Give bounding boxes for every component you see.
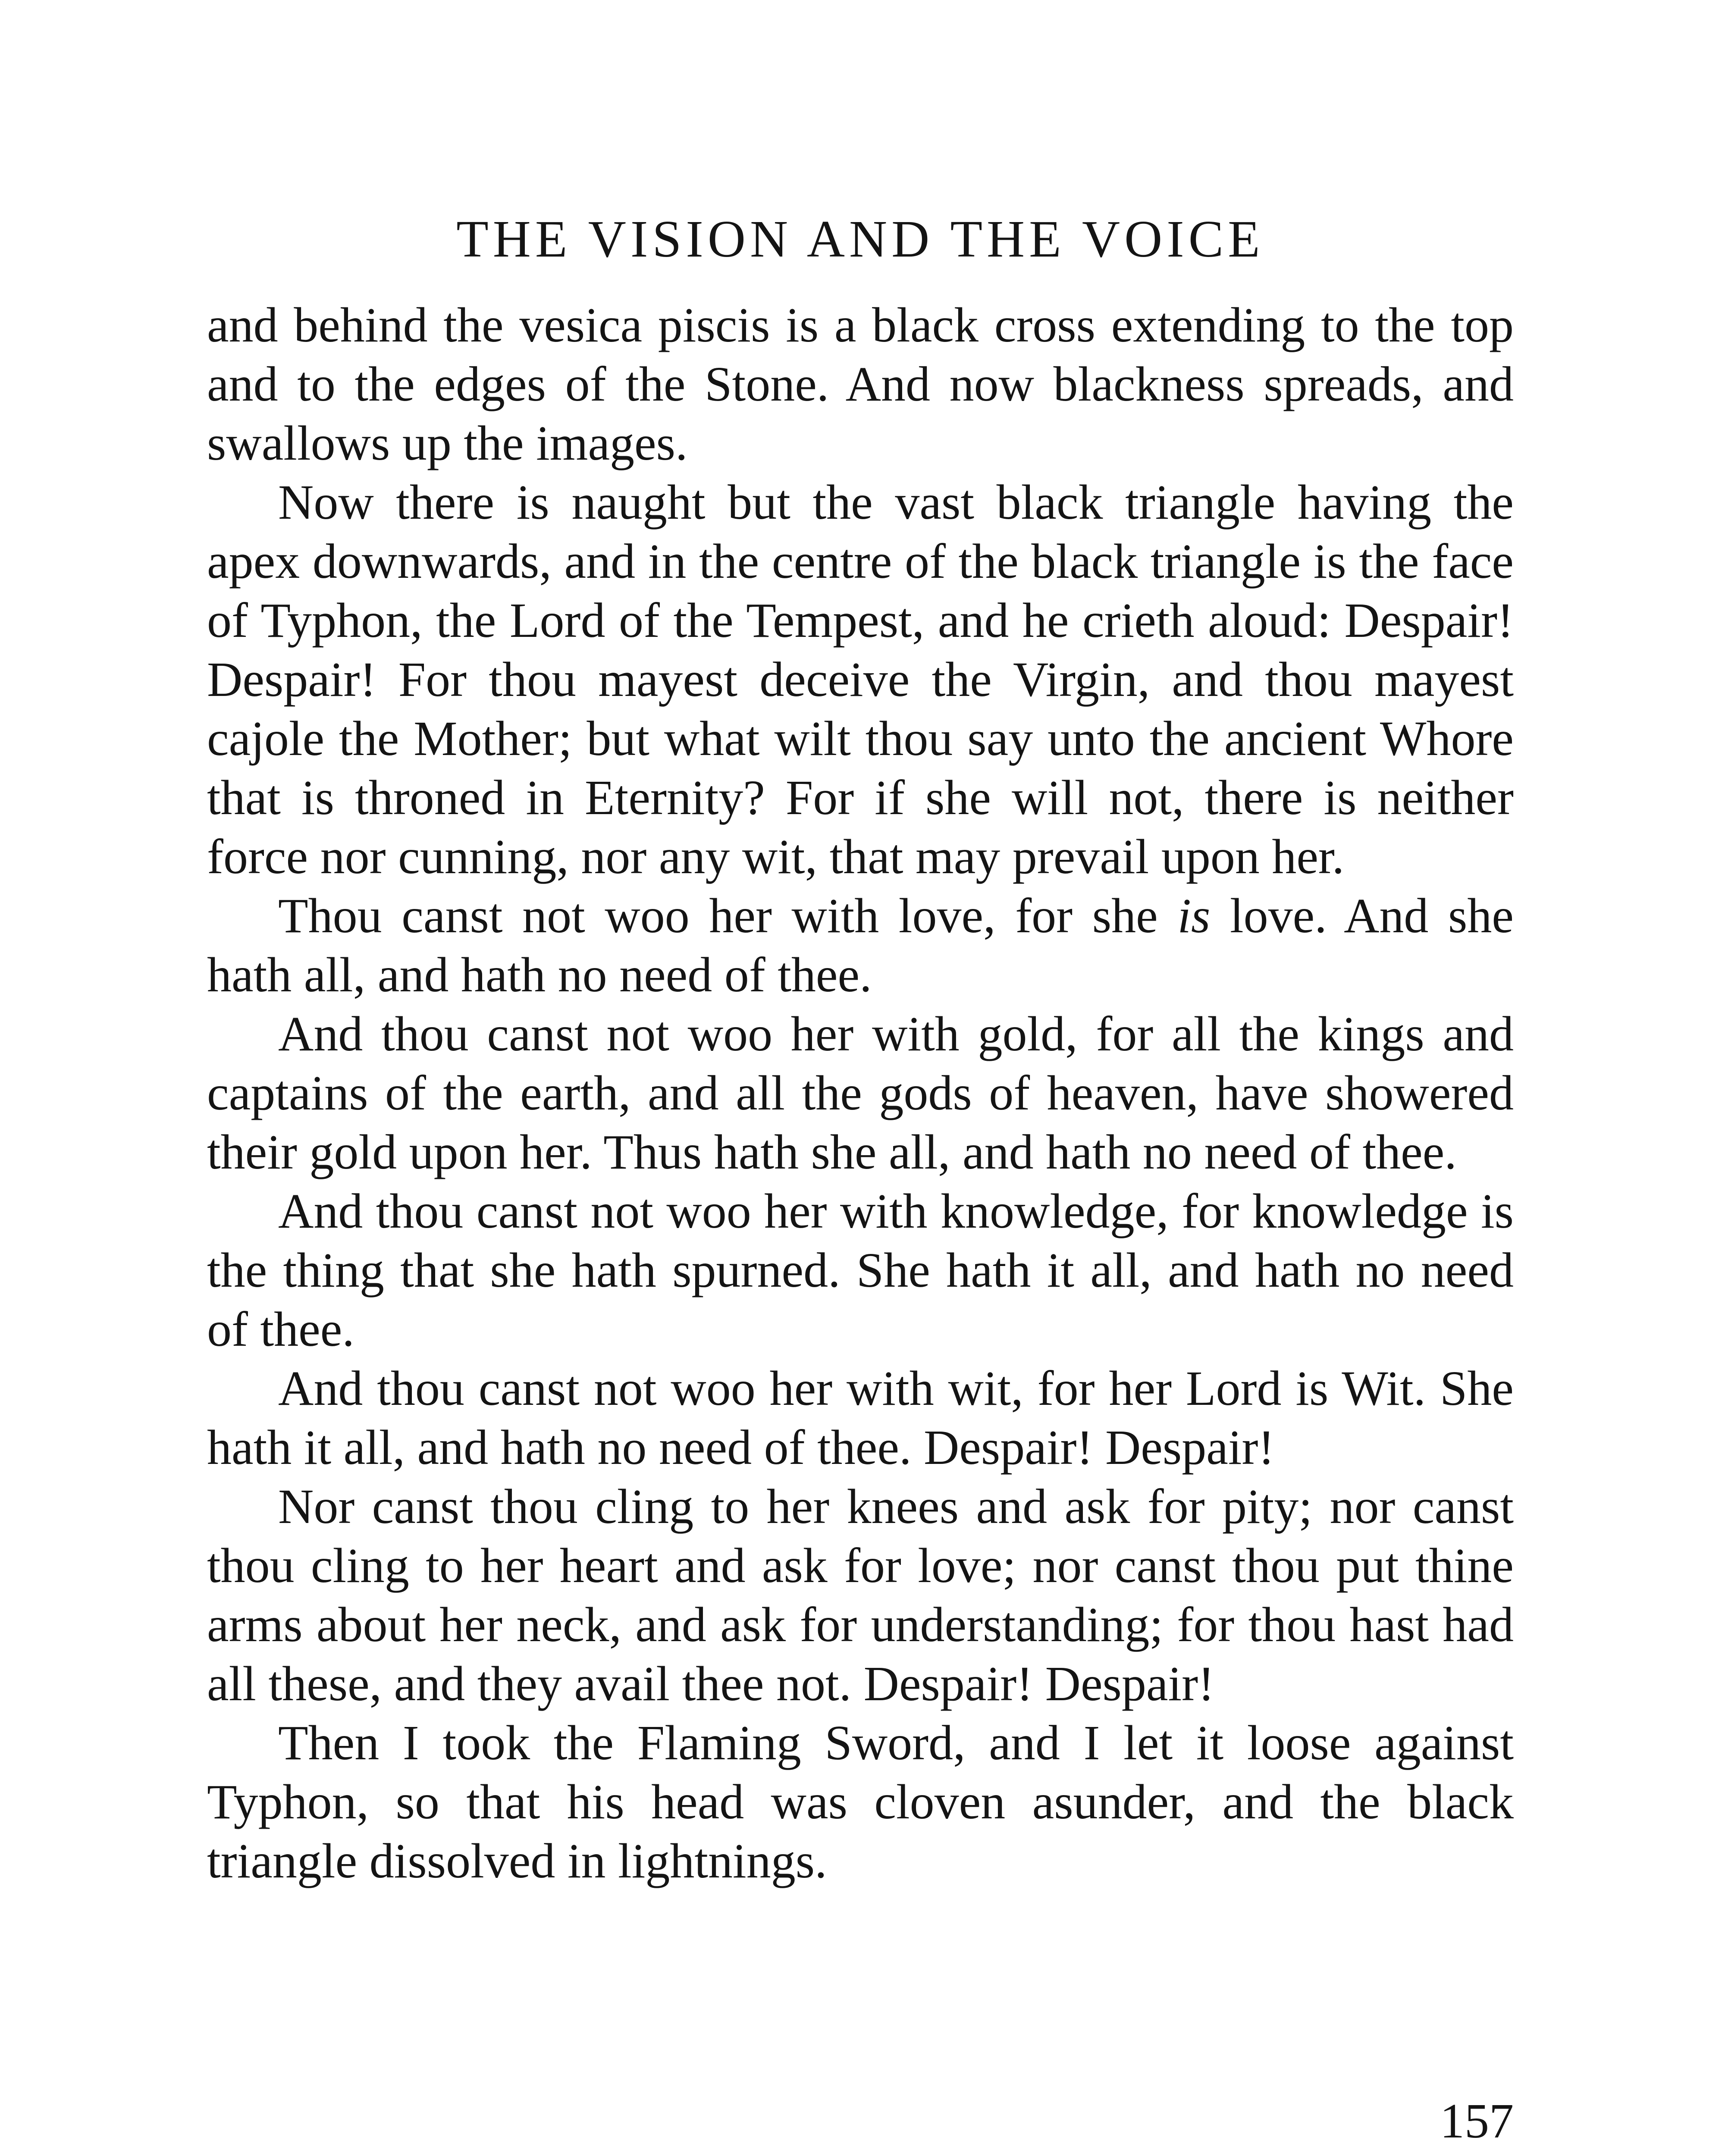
paragraph-3 xyxy=(207,886,1514,1004)
paragraph-6: And thou canst not woo her with wit, for her Lord is Wit. She hath it all, and hath no need of thee. Despair! Despair! xyxy=(207,1361,1514,1475)
paragraph-1: and behind the vesica piscis is a black cross extending to the top and to the edges of the Stone. And now blackness spreads, and swallows up the images. xyxy=(207,298,1514,470)
paragraph-2: Now there is naught but the vast black triangle having the apex downwards, and in the centre of the black triangle is the face of Typhon, the Lord of the Tempest, and he crieth aloud: Despair! Despair! For thou mayest deceive the Virgin, and thou mayest cajole the Mother; but what wilt thou say unto the ancient Whore that is throned in Eternity? For if she will not, there is neither force nor cunning, nor any wit, that may prevail upon her. xyxy=(207,475,1514,884)
italic-word: is xyxy=(1177,888,1211,943)
body-text xyxy=(207,295,1514,1890)
paragraph-3-before: Thou canst not woo her with love, for she xyxy=(278,888,1178,943)
paragraph-7: Nor canst thou cling to her knees and ask for pity; nor canst thou cling to her heart and ask for love; nor canst thou put thine arms about her neck, and ask for understanding; for thou hast had all these, and they avail thee not. Despair! Despair! xyxy=(207,1479,1514,1711)
running-head: THE VISION AND THE VOICE xyxy=(456,210,1264,268)
paragraph-8: Then I took the Flaming Sword, and I let it loose against Typhon, so that his head was cloven asunder, and the black triangle dissolved in lightnings. xyxy=(207,1715,1514,1888)
paragraph-3-after: love. And she hath all, and hath no need of thee. xyxy=(207,888,1514,1002)
paragraph-4: And thou canst not woo her with gold, for all the kings and captains of the earth, and all the gods of heaven, have showered their gold upon her. Thus hath she all, and hath no need of thee. xyxy=(207,1006,1514,1179)
paragraph-5: And thou canst not woo her with knowledge, for knowledge is the thing that she hath spurned. She hath it all, and hath no need of thee. xyxy=(207,1184,1514,1357)
page-number: 157 xyxy=(1440,2093,1514,2148)
